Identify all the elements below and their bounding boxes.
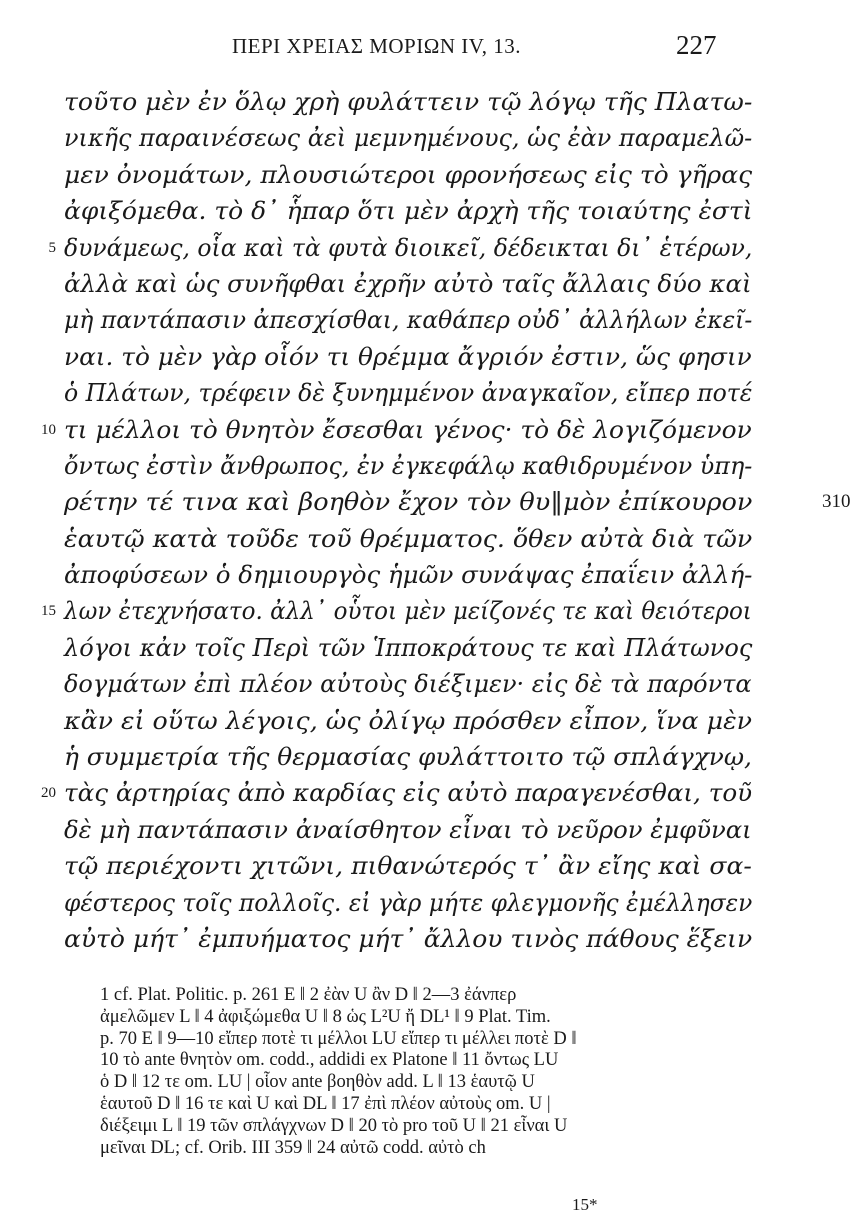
main-text	[41, 84, 851, 957]
apparatus-line: ἑαυτοῦ D ‖ 16 τε καὶ U καὶ DL ‖ 17 ἐπὶ πλέον αὐτοὺς om. U |	[100, 1093, 551, 1114]
line-number: 20	[41, 785, 56, 802]
text-line	[64, 448, 754, 484]
line-text: δογμάτων ἐπὶ πλέον αὐτοὺς διέξιμεν· εἰς δὲ τὰ παρόντα	[64, 669, 752, 699]
line-text: τὰς ἀρτηρίας ἀπὸ καρδίας εἰς αὐτὸ παραγενέσθαι, τοῦ	[64, 778, 753, 808]
line-text: ναι. τὸ μὲν γὰρ οἷόν τι θρέμμα ἄγριόν ἐστιν, ὥς φησιν	[64, 341, 752, 371]
text-line	[48, 230, 754, 266]
text-line	[64, 557, 754, 593]
line-text: νικῆς παραινέσεως ἀεὶ μεμνημένους, ὡς ἐὰν παραμελῶ-	[64, 123, 753, 153]
line-text: τῷ περιέχοντι χιτῶνι, πιθανώτερός τ᾽ ἂν εἴης καὶ σα-	[64, 851, 752, 881]
text-line	[64, 885, 754, 921]
line-text: λόγοι κἀν τοῖς Περὶ τῶν Ἱπποκράτους τε καὶ Πλάτωνος	[64, 632, 753, 662]
line-text: ἀποφύσεων ὁ δημιουργὸς ἡμῶν συνάψας ἐπαΐειν ἀλλή-	[64, 560, 753, 590]
line-number: 15	[41, 603, 56, 620]
apparatus-line: ἀμελῶμεν L ‖ 4 ἀφιξώμεθα U ‖ 8 ὡς L²U ἤ DL¹ ‖ 9 Plat. Tim.	[100, 1006, 551, 1027]
text-line	[64, 812, 754, 848]
line-text: δὲ μὴ παντάπασιν ἀναίσθητον εἶναι τὸ νεῦρον ἐμφῦναι	[64, 814, 752, 844]
apparatus-line: 1 cf. Plat. Politic. p. 261 E ‖ 2 ἐὰν U ἂν D ‖ 2—3 ἐάνπερ	[100, 985, 517, 1005]
text-line	[64, 339, 754, 375]
text-line	[41, 412, 754, 448]
line-text: ἀλλὰ καὶ ὡς συνῆφθαι ἐχρῆν αὐτὸ ταῖς ἄλλαις δύο καὶ	[64, 268, 752, 298]
text-line	[64, 157, 754, 193]
text-line	[41, 593, 754, 629]
line-text: κἂν εἰ οὕτω λέγοις, ὡς ὀλίγῳ πρόσθεν εἶπον, ἵνα μὲν	[64, 705, 752, 735]
line-number: 5	[48, 239, 56, 256]
line-text: δυνάμεως, οἷα καὶ τὰ φυτὰ διοικεῖ, δέδεικται δι᾽ ἑτέρων,	[64, 232, 753, 262]
text-line	[64, 302, 754, 338]
line-text: μεν ὀνομάτων, πλουσιώτεροι φρονήσεως εἰς τὸ γῆρας	[64, 159, 753, 189]
text-line	[64, 120, 754, 156]
apparatus-line: ὁ D ‖ 12 τε om. LU | οἷον ante βοηθὸν add. L ‖ 13 ἑαυτῷ U	[100, 1072, 535, 1093]
text-line	[64, 739, 754, 775]
critical-apparatus	[100, 985, 760, 1159]
line-text: ρέτην τέ τινα καὶ βοηθὸν ἔχον τὸν θυ‖μὸν ἐπίκουρον	[64, 487, 753, 517]
text-line	[64, 666, 754, 702]
text-line	[64, 921, 754, 957]
line-text: ἑαυτῷ κατὰ τοῦδε τοῦ θρέμματος. ὅθεν αὐτὰ διὰ τῶν	[64, 523, 753, 553]
text-line	[41, 775, 754, 811]
page-number: 227	[676, 30, 717, 60]
line-text: λων ἐτεχνήσατο. ἀλλ᾽ οὗτοι μὲν μείζονές τε καὶ θειότεροι	[64, 596, 752, 626]
text-line	[64, 193, 754, 229]
apparatus-line: p. 70 E ‖ 9—10 εἴπερ ποτὲ τι μέλλοι LU εἴπερ τι μέλλει ποτὲ D ‖	[100, 1028, 577, 1049]
text-line	[64, 484, 851, 520]
line-text: μὴ παντάπασιν ἀπεσχίσθαι, καθάπερ οὐδ᾽ ἀλλήλων ἐκεῖ-	[64, 305, 753, 335]
line-text: ἡ συμμετρία τῆς θερμασίας φυλάττοιτο τῷ σπλάγχνῳ,	[64, 742, 752, 772]
line-text: φέστερος τοῖς πολλοῖς. εἰ γὰρ μήτε φλεγμονῆς ἐμέλλησεν	[64, 887, 753, 917]
text-line	[64, 375, 754, 411]
text-line	[64, 266, 754, 302]
line-text: ὁ Πλάτων, τρέφειν δὲ ξυνημμένον ἀναγκαῖον, εἴπερ ποτέ	[64, 378, 753, 408]
line-text: τοῦτο μὲν ἐν ὅλῳ χρὴ φυλάττειν τῷ λόγῳ τῆς Πλατω-	[64, 87, 753, 116]
apparatus-line: 10 τὸ ante θνητὸν om. codd., addidi ex Platone ‖ 11 ὄντως LU	[100, 1050, 559, 1071]
line-text: αὐτὸ μήτ᾽ ἐμπυήματος μήτ᾽ ἄλλου τινὸς πάθους ἕξειν	[64, 923, 753, 953]
text-line	[64, 703, 754, 739]
running-title: ΠΕΡΙ ΧΡΕΙΑΣ ΜΟΡΙΩΝ IV, 13.	[232, 34, 521, 58]
signature-mark: 15*	[572, 1195, 598, 1214]
text-line	[64, 630, 754, 666]
text-line	[64, 521, 754, 557]
text-line	[64, 848, 754, 884]
line-text: ἀφιξόμεθα. τὸ δ᾽ ἧπαρ ὅτι μὲν ἀρχὴ τῆς τοιαύτης ἐστὶ	[64, 196, 753, 226]
line-number: 10	[41, 421, 56, 438]
apparatus-line: διέξειμι L ‖ 19 τῶν σπλάγχνων D ‖ 20 τὸ pro τοῦ U ‖ 21 εἶναι U	[100, 1115, 568, 1136]
margin-reference: 310	[822, 491, 851, 513]
line-text: ὄντως ἐστὶν ἄνθρωπος, ἐν ἐγκεφάλῳ καθιδρυμένον ὑπη-	[64, 450, 753, 480]
line-text: τι μέλλοι τὸ θνητὸν ἔσεσθαι γένος· τὸ δὲ λογιζόμενον	[64, 414, 752, 444]
apparatus-line: μεῖναι DL; cf. Orib. III 359 ‖ 24 αὐτῶ codd. αὐτὸ ch	[100, 1137, 486, 1158]
text-line	[64, 84, 754, 120]
